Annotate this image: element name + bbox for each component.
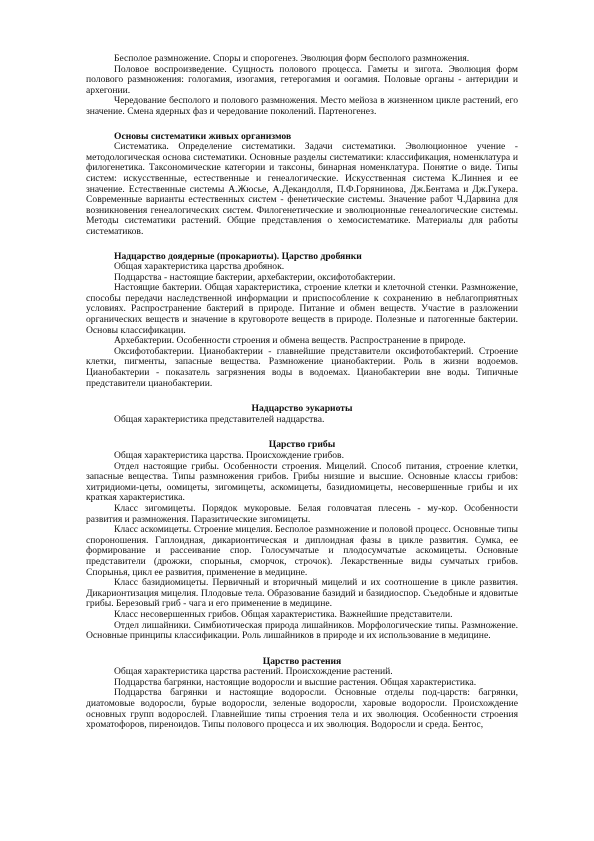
plants-paragraph-3: Подцарства багрянки и настоящие водоросли. Основные отделы под-царств: багрянки, диатомовые водоросли, бурые водоросли, зеленые водоросли, харовые водоросли. Происхождение основных групп водорослей. Главнейшие типы строения тела и их эволюция. Особенности строения хроматофоров, пиреноидов. Типы полового процесса и их эволюция. Водоросли и среда. Бентос, (86, 687, 518, 731)
fungi-paragraph-2: Отдел настоящие грибы. Особенности строения. Мицелий. Способ питания, строение клетки, запасные вещества. Типы размножения грибов. Грибы низшие и высшие. Основные классы грибов: хитридиоми-цеты, оомицеты, зигомицеты, аскомицеты, базидиомицеты, несовершенные грибы и их краткая характеристика. (86, 460, 518, 504)
section-heading-eukaryotes: Надцарство эукариоты (251, 403, 353, 415)
section-heading-plants: Царство растения (262, 655, 342, 667)
section-heading-prokaryotes: Надцарство доядерные (прокариоты). Царство дробянки (114, 250, 362, 262)
intro-paragraph-3: Чередование бесполого и полового размножения. Место мейоза в жизненном цикле растений, его значение. Смена ядерных фаз и чередование поколений. Партеногенез. (86, 95, 518, 117)
document-page (86, 54, 518, 731)
prokaryotes-paragraph-4: Архебактерии. Особенности строения и обмена веществ. Распространение в природе. (114, 335, 466, 347)
prokaryotes-paragraph-5: Оксифотобактерии. Цианобактерии - главнейшие представители оксифотобактерий. Строение клетки, пигменты, запасные вещества. Размножение цианобактерии. Роль в жизни водоемов. Цианобактерии - показатель загрязнения воды в водоемах. Цианобактерии вне воды. Типичные представители цианобактерии. (86, 345, 518, 389)
systematics-paragraph: Систематика. Определение систематики. Задачи систематики. Эволюционное учение - методологическая основа систематики. Основные разделы систематики: классификация, номенклатура и филогенетика. Таксономические категории и таксоны, бинарная номенклатура. Понятие о виде. Типы систем: искусственные, естественные и генеалогические. Искусственная система К.Линнея и ее значение. Естественные системы А.Жюсье, А.Декандолля, П.Ф.Горянинова, Дж.Бентама и Дж.Гукера. Современные варианты естественных систем - фенетические системы. Значение работ Ч.Дарвина для возникновения генеалогических систем. Филогенетические и эволюционные генеалогические системы. Методы систематики растений. Общие представления о хемосистематике. Материалы для работы систематиков. (86, 141, 518, 237)
fungi-paragraph-1: Общая характеристика царства. Происхождение грибов. (114, 450, 344, 461)
prokaryotes-paragraph-1: Общая характеристика царства дробянок. (114, 261, 285, 273)
fungi-paragraph-5: Класс базидиомицеты. Первичный и вторичный мицелий и их соотношение в цикле развития. Дикарионтизация мицелия. Плодовые тела. Образование базидий и базидиоспор. Съедобные и ядовитые грибы. Березовый гриб - чага и его применение в медицине. (86, 577, 518, 610)
prokaryotes-paragraph-2: Подцарства - настоящие бактерии, архебактерии, оксифотобактерии. (114, 271, 396, 283)
fungi-paragraph-7: Отдел лишайники. Симбиотическая природа лишайников. Морфологические типы. Размножение. Основные принципы классификации. Роль лишайников в природе и их использование в медицине. (86, 619, 518, 642)
eukaryotes-paragraph-1: Общая характеристика представителей надцарства. (114, 413, 325, 425)
plants-paragraph-2: Подцарства багрянки, настоящие водоросли и высшие растения. Общая характеристика. (114, 676, 477, 688)
fungi-paragraph-6: Класс несовершенных грибов. Общая характеристика. Важнейшие представители. (114, 608, 453, 620)
fungi-paragraph-3: Класс зигомицеты. Порядок мукоровые. Белая головчатая плесень - му-кор. Особенности развития и размножения. Паразитические зигомицеты. (86, 502, 518, 525)
fungi-paragraph-4: Класс аскомицеты. Строение мицелия. Бесполое размножение и половой процесс. Основные типы спороношения. Гаплоидная, дикарионтическая и диплоидная фазы в цикле развития. Сумка, ее формирование и рассеивание спор. Голосумчатые и плодосумчатые аскомицеты. Основные представители (дрожжи, спорынья, сморчок, строчок). Лекарственные виды сумчатых грибов. Спорынья, цикл ее развития, применение в медицине. (86, 524, 518, 578)
plants-paragraph-1: Общая характеристика царства растений. Происхождение растений. (114, 666, 393, 678)
intro-paragraph-2: Половое воспроизведение. Сущность полового процесса. Гаметы и зигота. Эволюция форм полового размножения: гологамия, изогамия, гетерогамия и оогамия. Половые органы - антеридии и архегонии. (86, 63, 518, 96)
intro-paragraph-1: Бесполое размножение. Споры и спорогенез. Эволюция форм бесполого размножения. (114, 53, 470, 64)
prokaryotes-paragraph-3: Настоящие бактерии. Общая характеристика, строение клетки и клеточной стенки. Размножение, способы передачи наследственной информации и приспособление к сохранению в неблагоприятных условиях. Распространение бактерий в природе. Питание и обмен веществ. Участие в разложении органических веществ и значение в круговороте веществ в природе. Полезные и патогенные бактерии. Основы классификации. (86, 282, 518, 336)
section-heading-systematics: Основы систематики живых организмов (114, 130, 292, 142)
section-heading-fungi: Царство грибы (268, 439, 336, 451)
